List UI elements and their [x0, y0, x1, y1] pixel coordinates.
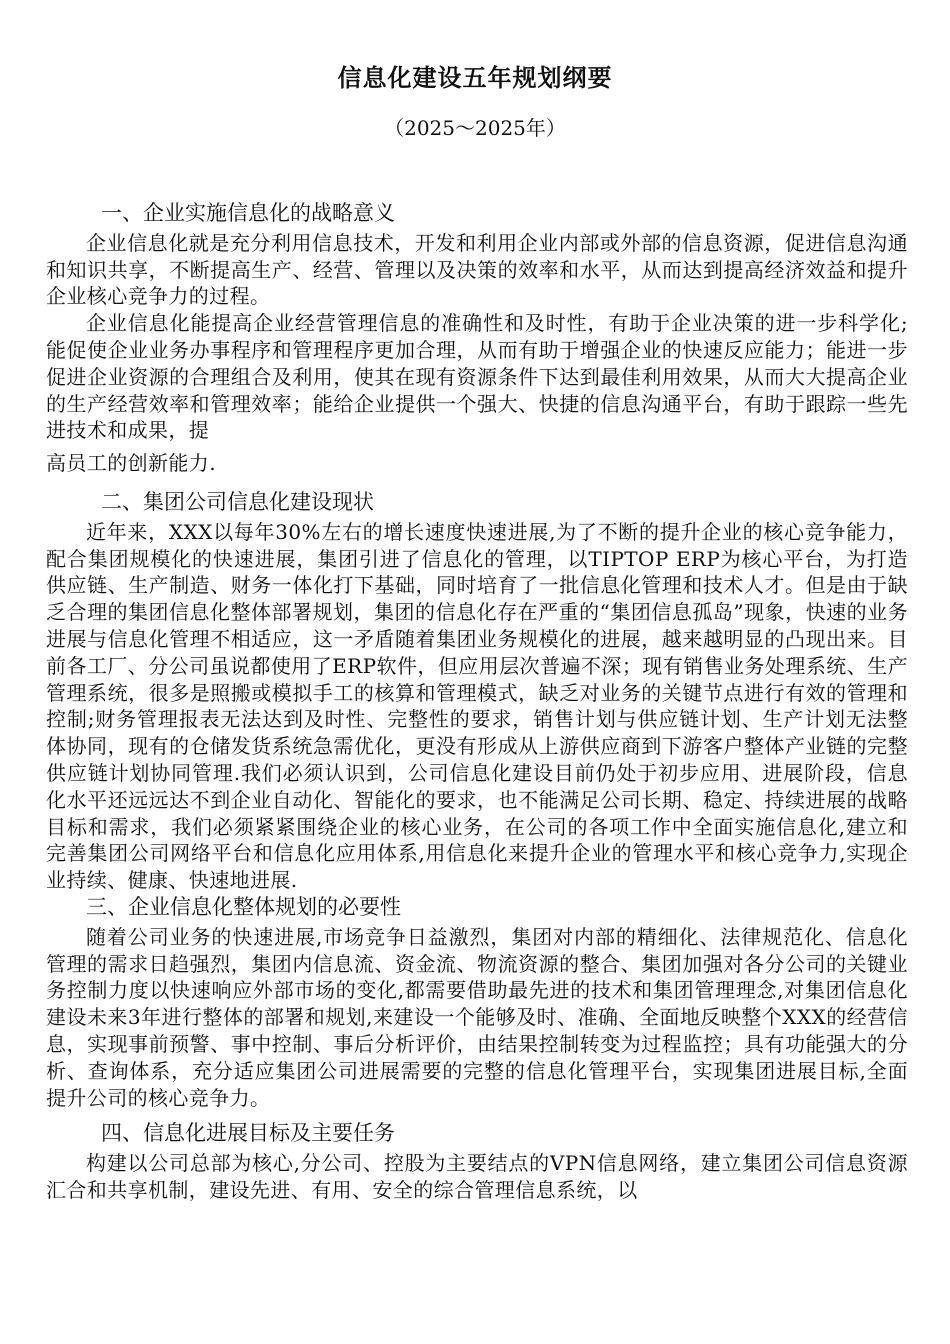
section-1-paragraph-2-tail: 高员工的创新能力.	[46, 451, 216, 476]
document-body	[46, 200, 908, 1204]
section-2-paragraph-1: 近年来，XXX以每年30%左右的增长速度快速进展,为了不断的提升企业的核心竞争能力，配合集团规模化的快速进展，集团引进了信息化的管理，以TIPTOP ERP为核心平台，为打造供应链、生产制造、财务一体化打下基础，同时培育了一批信息化管理和技术人才。但是由于缺乏合理的集团信息化整体部署规划，集团的信息化存在严重的“集团信息孤岛”现象，快速的业务进展与信息化管理不相适应，这一矛盾随着集团业务规模化的进展，越来越明显的凸现出来。目前各工厂、分公司虽说都使用了ERP软件，但应用层次普遍不深；现有销售业务处理系统、生产管理系统，很多是照搬或模拟手工的核算和管理模式，缺乏对业务的关键节点进行有效的管理和控制;财务管理报表无法达到及时性、完整性的要求，销售计划与供应链计划、生产计划无法整体协同，现有的仓储发货系统急需优化，更没有形成从上游供应商到下游客户整体产业链的完整供应链计划协同管理.我们必须认识到，公司信息化建设目前仍处于初步应用、进展阶段，信息化水平还远远达不到企业自动化、智能化的要求，也不能满足公司长期、稳定、持续进展的战略目标和需求，我们必须紧紧围绕企业的核心业务，在公司的各项工作中全面实施信息化,建立和完善集团公司网络平台和信息化应用体系,用信息化来提升企业的管理水平和核心竞争力,实现企业持续、健康、快速地进展.	[46, 519, 908, 893]
document-subtitle: （2025～2025年）	[384, 116, 566, 140]
section-4-paragraph-1: 构建以公司总部为核心,分公司、控股为主要结点的VPN信息网络，建立集团公司信息资源汇合和共享机制，建设先进、有用、安全的综合管理信息系统，以	[46, 1151, 908, 1202]
section-3-paragraph-1: 随着公司业务的快速进展,市场竞争日益激烈，集团对内部的精细化、法律规范化、信息化管理的需求日趋强烈，集团内信息流、资金流、物流资源的整合、集团加强对各分公司的关键业务控制力度以快速响应外部市场的变化,都需要借助最先进的技术和集团管理理念,对集团信息化建设未来3年进行整体的部署和规划,来建设一个能够及时、准确、全面地反映整个XXX的经营信息，实现事前预警、事中控制、事后分析评价，由结果控制转变为过程监控；具有功能强大的分析、查询体系，充分适应集团公司进展需要的完整的信息化管理平台，实现集团进展目标,全面提升公司的核心竞争力。	[46, 924, 908, 1110]
section-1-paragraph-1: 企业信息化就是充分利用信息技术，开发和利用企业内部或外部的信息资源，促进信息沟通和知识共享，不断提高生产、经营、管理以及决策的效率和水平，从而达到提高经济效益和提升企业核心竞争力的过程。	[46, 230, 908, 309]
section-heading-4: 四、信息化进展目标及主要任务	[101, 1121, 395, 1146]
section-heading-2: 二、集团公司信息化建设现状	[101, 489, 374, 514]
document-title: 信息化建设五年规划纲要	[337, 64, 613, 92]
section-heading-1: 一、企业实施信息化的战略意义	[101, 201, 395, 225]
section-1-paragraph-2: 企业信息化能提高企业经营管理信息的准确性和及时性，有助于企业决策的进一步科学化;能促使企业业务办事程序和管理程序更加合理，从而有助于增强企业的快速反应能力；能进一步促进企业资源的合理组合及利用，使其在现有资源条件下达到最佳利用效果，从而大大提高企业的生产经营效率和管理效率；能给企业提供一个强大、快捷的信息沟通平台，有助于跟踪一些先进技术和成果，提	[46, 311, 908, 443]
section-heading-3: 三、企业信息化整体规划的必要性	[86, 894, 401, 919]
